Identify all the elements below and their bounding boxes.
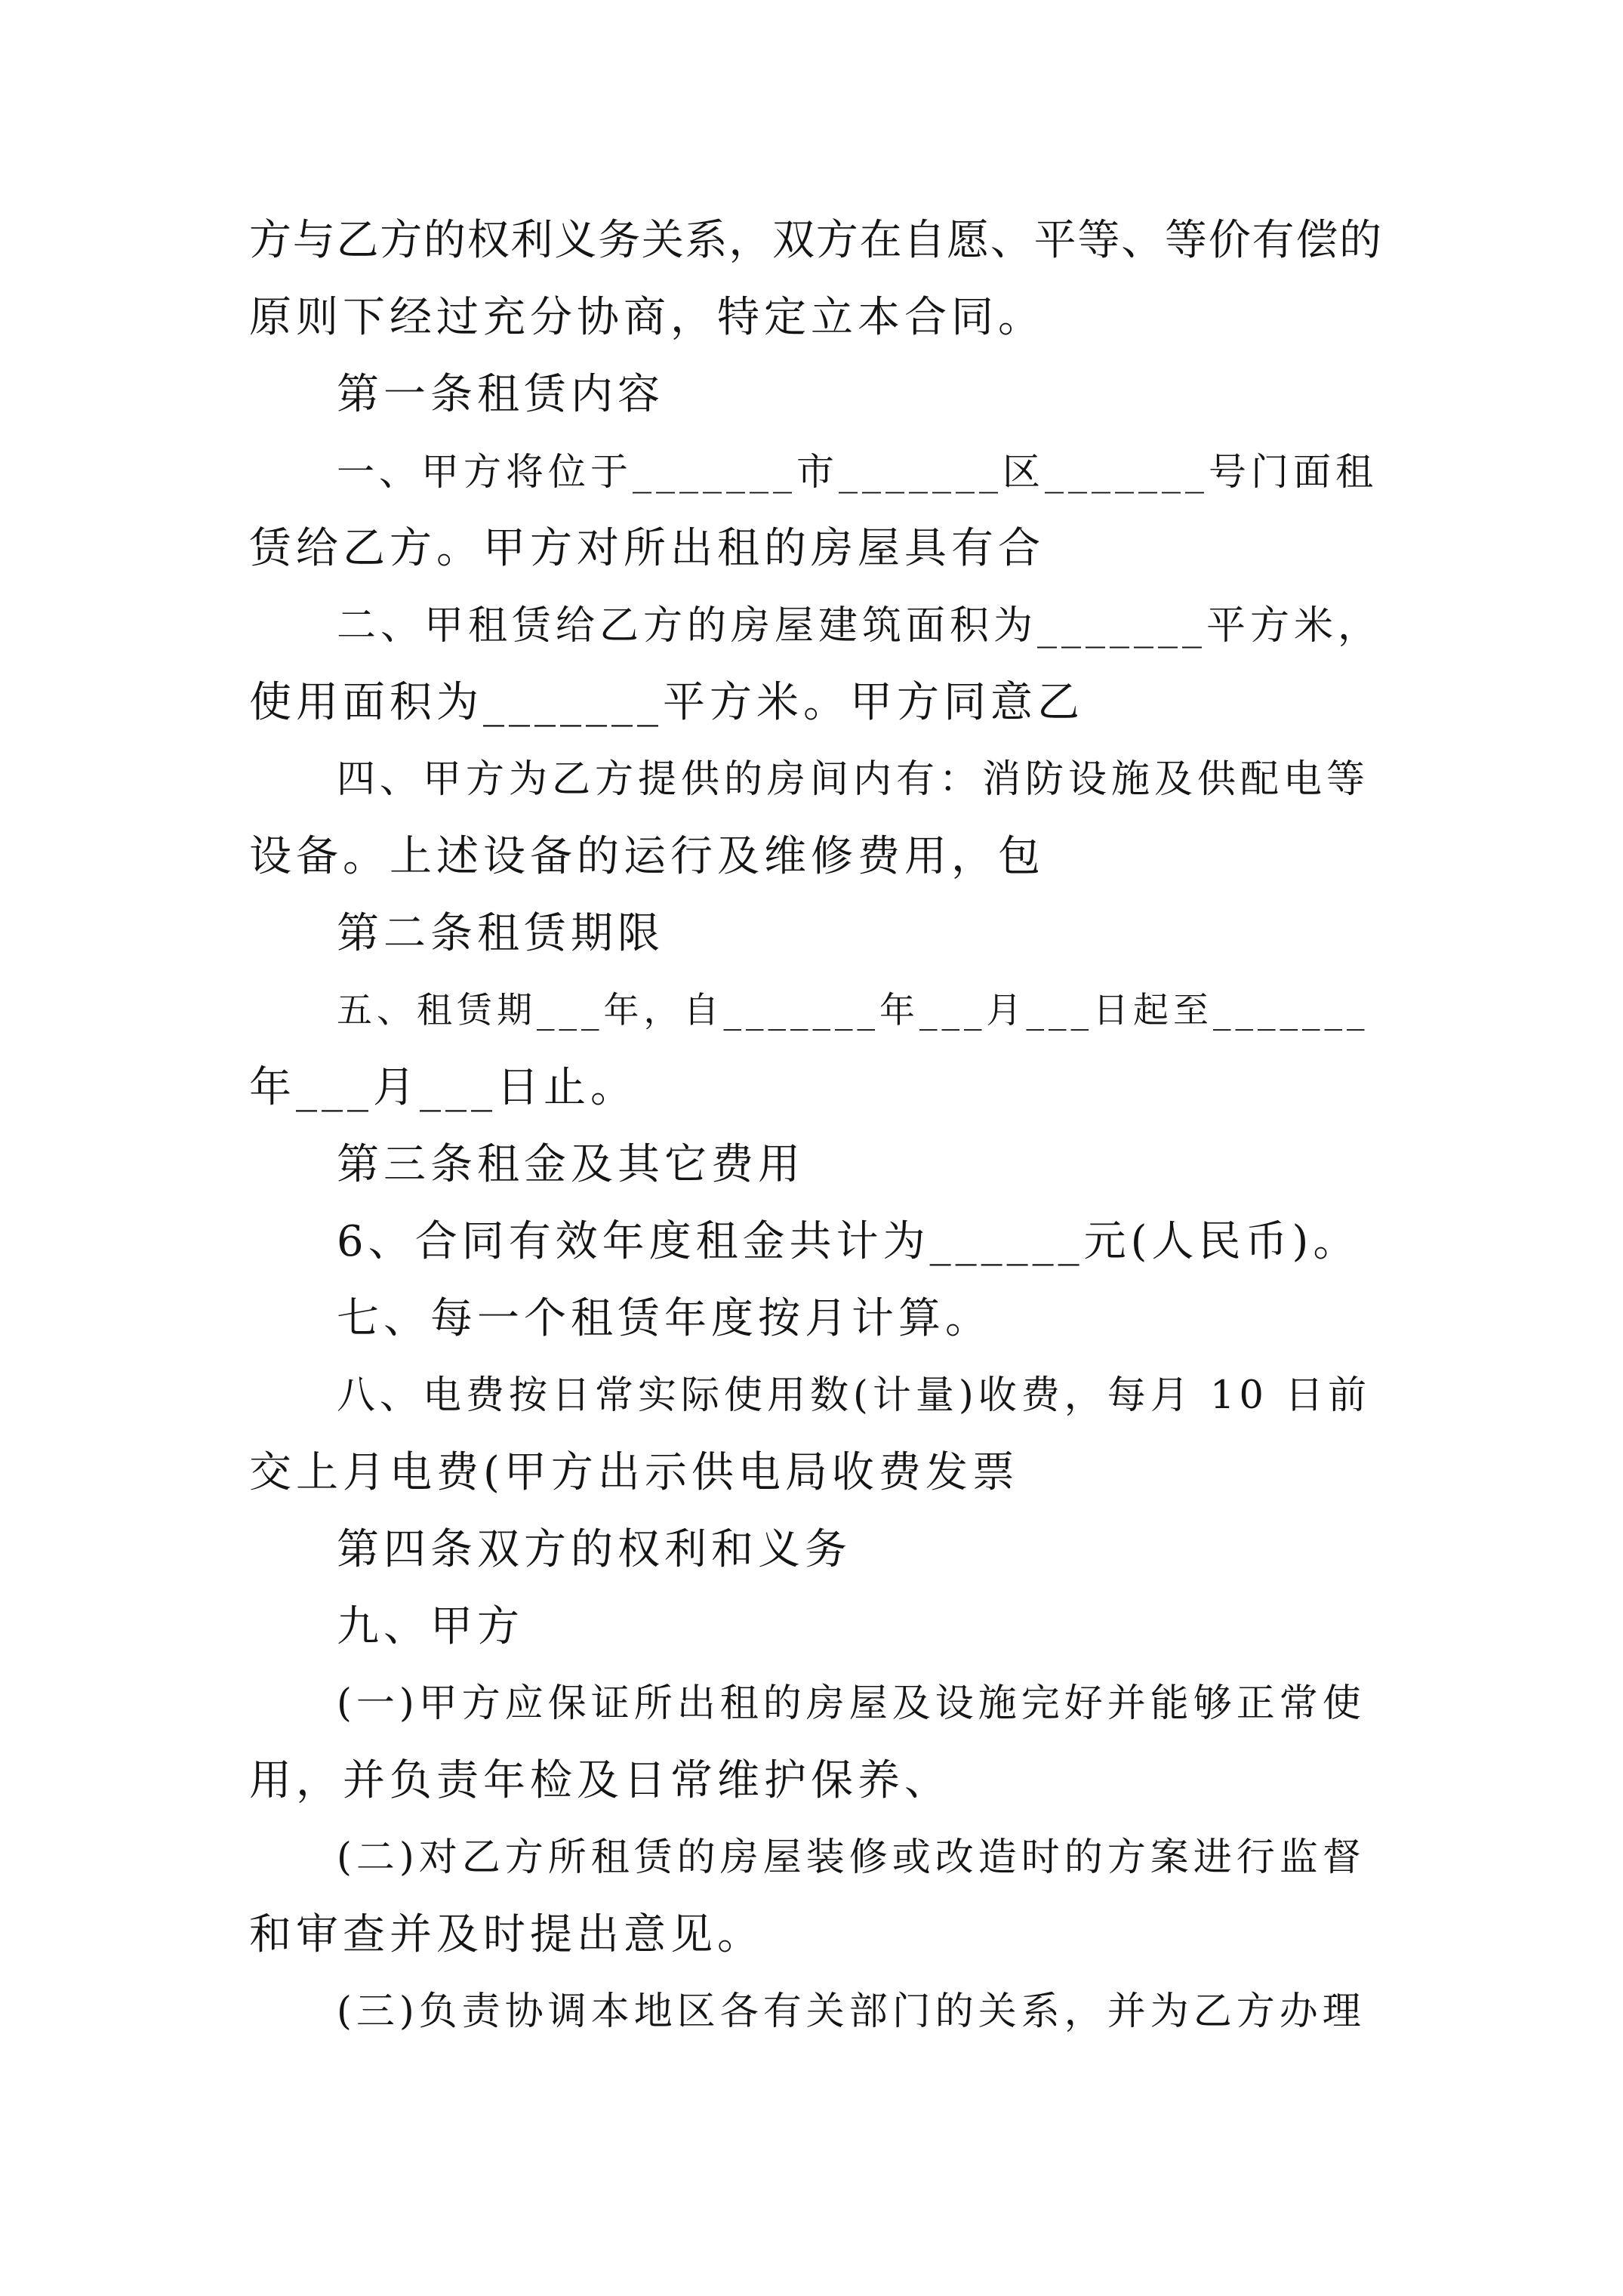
text-line-6: 二、甲租赁给乙方的房屋建筑面积为_______平方米，: [337, 603, 1382, 649]
text-line-24: (三)负责协调本地区各有关部门的关系，并为乙方办理: [337, 1989, 1366, 2034]
text-line-5: 赁给乙方。甲方对所出租的房屋具有合: [249, 524, 1045, 573]
text-line-9: 设备。上述设备的运行及维修费用，包: [249, 832, 1045, 881]
text-line-23: 和审查并及时提出意见。: [249, 1910, 764, 1959]
text-line-8: 四、甲方为乙方提供的房间内有：消防设施及供配电等: [337, 757, 1370, 802]
section-heading-1: 第一条租赁内容: [337, 370, 664, 419]
section-heading-4: 第四条双方的权利和义务: [337, 1525, 852, 1574]
text-line-19: 九、甲方: [337, 1602, 524, 1651]
text-line-15: 七、每一个租赁年度按月计算。: [337, 1294, 992, 1343]
text-line-16: 八、电费按日常实际使用数(计量)收费，每月 10 日前: [337, 1373, 1372, 1418]
text-line-17: 交上月电费(甲方出示供电局收费发票: [249, 1448, 1019, 1497]
text-line-1: 方与乙方的权利义务关系，双方在自愿、平等、等价有偿的: [249, 216, 1381, 265]
text-line-22: (二)对乙方所租赁的房屋装修或改造时的方案进行监督: [337, 1835, 1366, 1880]
text-line-4: 一、甲方将位于_______市_______区_______号门面租: [337, 450, 1378, 494]
text-line-14: 6、合同有效年度租金共计为______元(人民币)。: [337, 1217, 1360, 1266]
text-line-7: 使用面积为_______平方米。甲方同意乙: [249, 678, 1084, 727]
text-line-12: 年___月___日止。: [249, 1063, 637, 1112]
section-heading-2: 第二条租赁期限: [337, 909, 664, 958]
text-line-21: 用，并负责年检及日常维护保养、: [249, 1756, 951, 1805]
text-line-20: (一)甲方应保证所出租的房屋及设施完好并能够正常使: [337, 1681, 1366, 1726]
text-line-11: 五、租赁期___年，自_______年___月___日起至_______: [337, 990, 1369, 1031]
text-line-2: 原则下经过充分协商，特定立本合同。: [249, 293, 1045, 342]
section-heading-3: 第三条租金及其它费用: [337, 1140, 805, 1189]
